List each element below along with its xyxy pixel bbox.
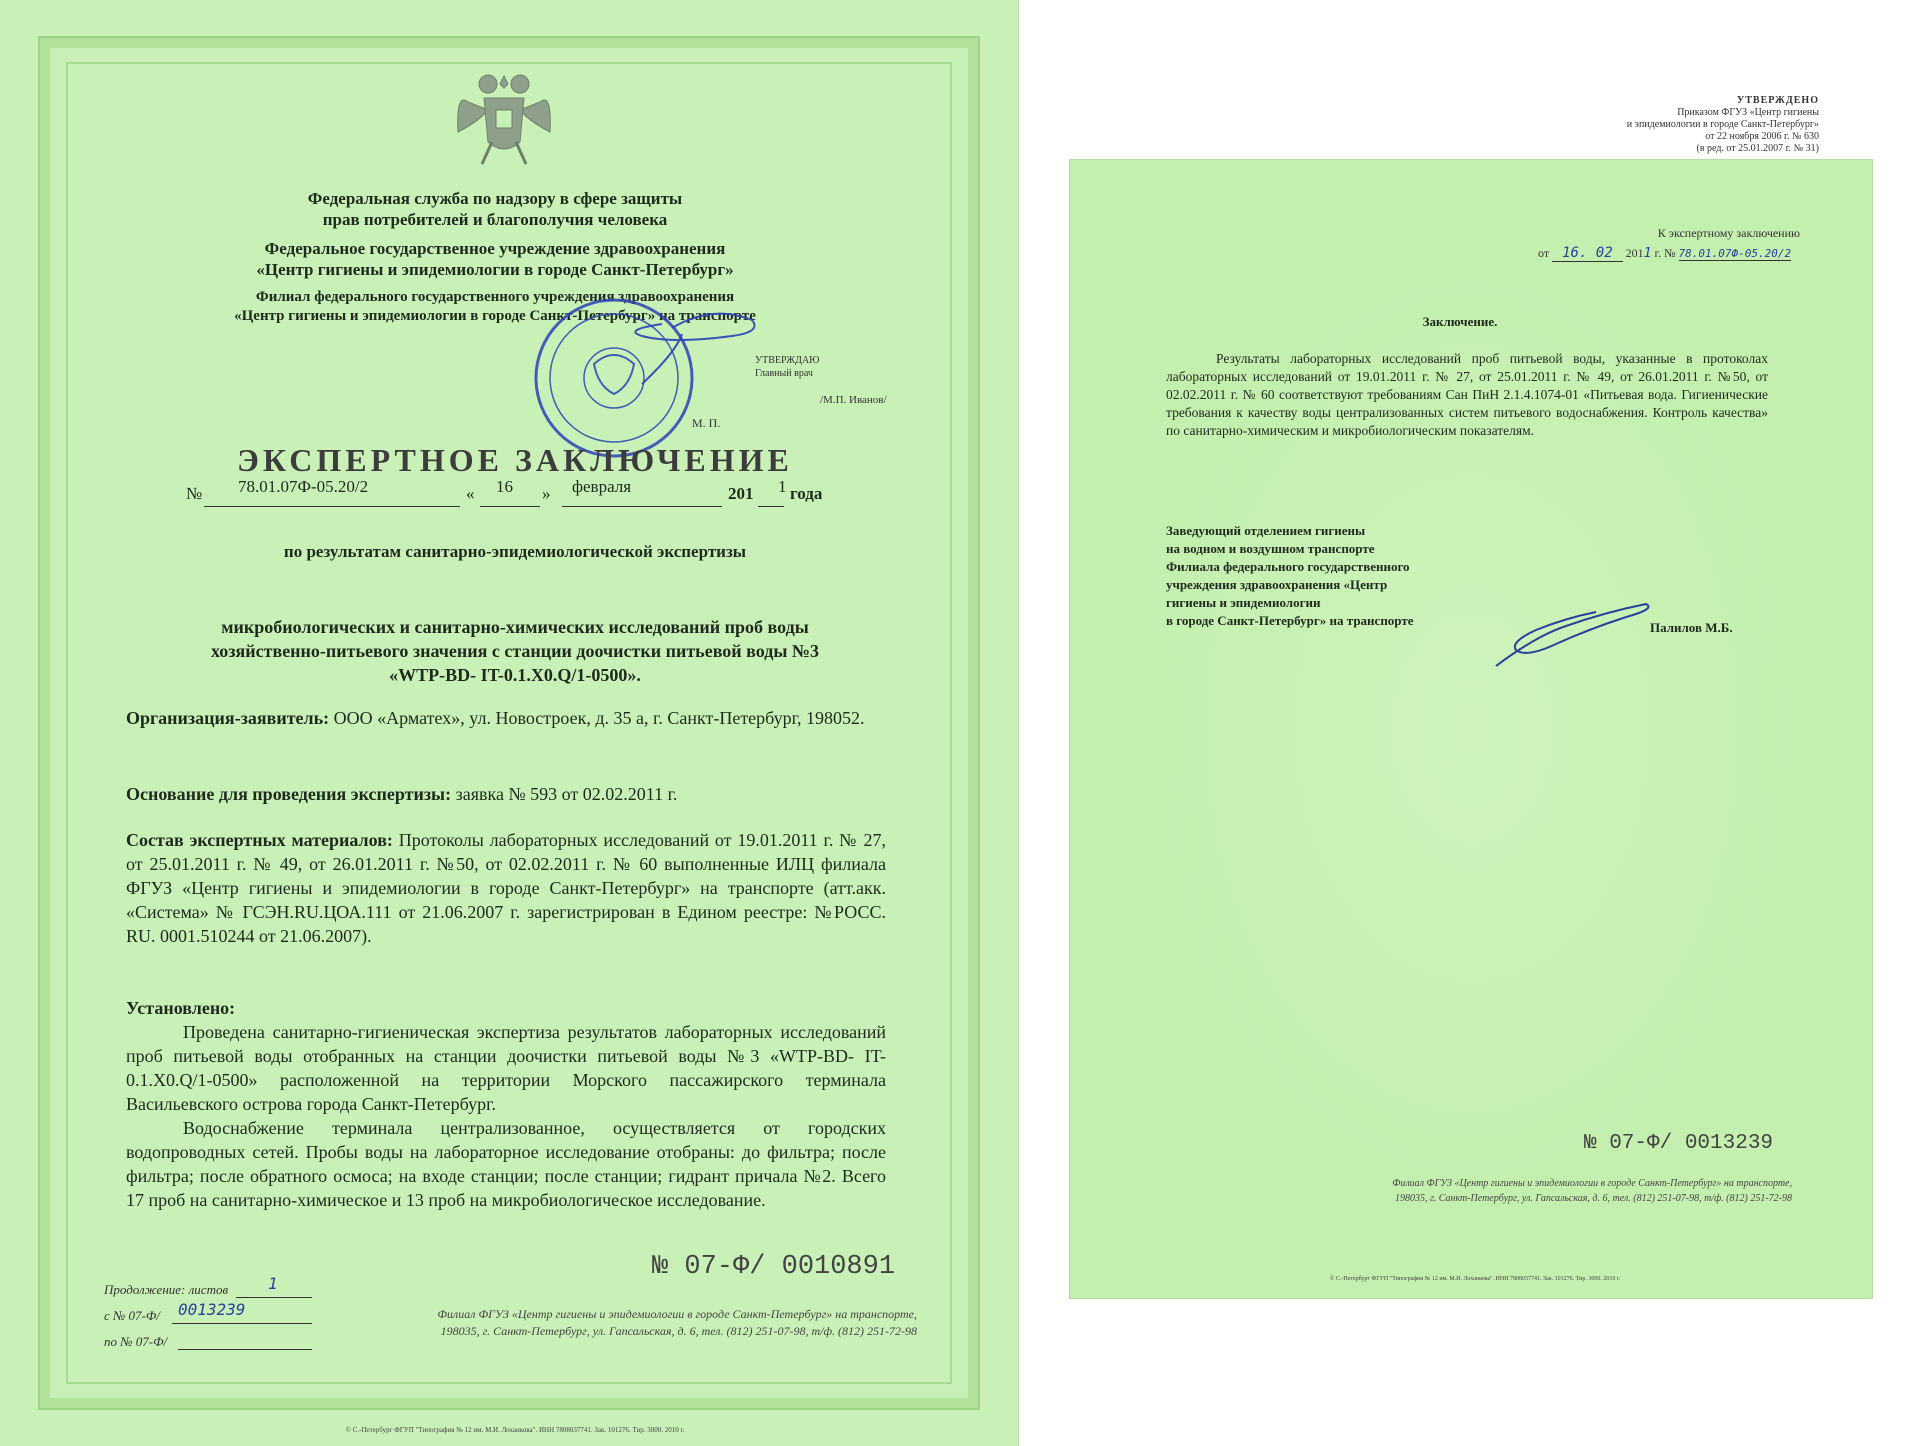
blank-serial-number: № 07-Ф/ 0010891: [652, 1252, 896, 1282]
continuation-sheets-underline: [236, 1297, 312, 1298]
annex-reference-label: К экспертному заключению: [1657, 226, 1800, 240]
head-line-2: на водном и воздушном транспорте: [1166, 541, 1375, 556]
basis-text: заявка № 593 от 02.02.2011 г.: [451, 784, 678, 804]
approval-utv: УТВЕРЖДАЮ: [755, 355, 820, 366]
month-value: февраля: [572, 477, 632, 496]
materials-label: Состав экспертных материалов:: [126, 830, 393, 850]
annex-footer: [1280, 1176, 1792, 1206]
materials-text: Протоколы лабораторных исследований от 19.01.2011 г. № 27, от 25.01.2011 г. № 49, от 26.01.2011 г. №50, от 02.02.2011 г. № 60 выполненные ИЛЦ филиала ФГУЗ «Центр гигиены и эпидемиологии в городе Санкт-Петербург» на транспорте (атт.акк. «Система» № ГСЭН.RU.ЦОА.111 от 21.06.2007 г. зарегистрирован в Едином реестре: №РОСС. RU. 0001.510244 от 21.06.2007).: [126, 830, 886, 946]
year-word: года: [790, 484, 823, 503]
footer-line-2: 198035, г. Санкт-Петербург, ул. Гапсальская, д. 6, тел. (812) 251-07-98, т/ф. (812) 251-72-98: [440, 1324, 917, 1338]
applicant-text: ООО «Арматех», ул. Новостроек, д. 35 а, г. Санкт-Петербург, 198052.: [329, 708, 865, 728]
day-underline: [480, 506, 540, 507]
approval-mp: М. П.: [692, 416, 721, 430]
quote-close: »: [542, 484, 551, 503]
footer-line-1: Филиал ФГУЗ «Центр гигиены и эпидемиологии в городе Санкт-Петербург» на транспорте,: [437, 1307, 917, 1321]
continuation-to-label: по № 07-Ф/: [104, 1334, 168, 1349]
head-line-3: Филиала федерального государственного: [1166, 559, 1410, 574]
branch-line-1: Филиал федерального государственного учреждения здравоохранения: [255, 289, 735, 305]
quote-open: «: [466, 484, 475, 503]
annex-footer-line-1: Филиал ФГУЗ «Центр гигиены и эпидемиологии в городе Санкт-Петербург» на транспорте,: [1392, 1178, 1792, 1189]
document-title: ЭКСПЕРТНОЕ ЗАКЛЮЧЕНИЕ: [237, 442, 793, 478]
annex-year-suffix: 1: [1643, 246, 1652, 261]
established-paragraph-2: Водоснабжение терминала централизованное, осуществляется от городских водопроводных сетей. Пробы воды на лабораторное исследование отобраны: до фильтра; после фильтра; после обратного осмоса; на входе станции; после станции; гидрант причала №2. Всего 17 проб на санитарно-химическое и 13 проб на микробиологическое исследование.: [126, 1118, 886, 1210]
annex-number-value: 78.01.07Ф-05.20/2: [1678, 247, 1792, 260]
applicant-paragraph: [126, 706, 886, 730]
annex-sheet: [1070, 160, 1872, 1298]
annex-heading: Заключение.: [1422, 314, 1498, 329]
annex-conclusion: [1166, 350, 1768, 440]
branch-footer: [362, 1306, 917, 1340]
annex-date-value: 16. 02: [1552, 245, 1623, 262]
approval-note: [1559, 95, 1819, 155]
number-label: №: [186, 484, 203, 503]
institution-heading: [160, 238, 830, 280]
number-underline: [204, 506, 460, 507]
annex-footer-line-2: 198035, г. Санкт-Петербург, ул. Гапсальская, д. 6, тел. (812) 251-07-98, т/ф. (812) 251-72-98: [1394, 1193, 1792, 1204]
printer-imprint: © С.-Петербург ФГУП "Типография № 12 им. М.И. Лоханкова". ИНН 7808037741. Зак. 101276. Тир. 3000. 2010 г.: [345, 1426, 685, 1434]
applicant-label: Организация-заявитель:: [126, 708, 330, 728]
continuation-with-label: с № 07-Ф/: [104, 1308, 160, 1323]
institution-line-1: Федеральное государственное учреждение здравоохранения: [264, 239, 726, 258]
annex-ot-label: от: [1538, 246, 1550, 260]
annex-conclusion-text: Результаты лабораторных исследований проб питьевой воды, указанные в протоколах лабораторных исследований от 19.01.2011 г. № 27, от 25.01.2011 г. № 49, от 26.01.2011 г. №50, от 02.02.2011 г. № 60 соответствуют требованиям Сан ПиН 2.1.4.1074-01 «Питьевая вода. Гигиенические требования к качеству воды централизованных систем питьевого водоснабжения. Контроль качества» по санитарно-химическим и микробиологическим показателям.: [1166, 351, 1768, 438]
department-head-title: [1166, 522, 1414, 630]
approval-name: /М.П. Иванов/: [820, 394, 887, 406]
continuation-with-value: 0013239: [178, 1300, 246, 1319]
annex-year-prefix: 201: [1625, 246, 1644, 260]
subject-line-2: хозяйственно-питьевого значения с станции доочистки питьевой воды №3: [210, 641, 819, 661]
basis-label: Основание для проведения экспертизы:: [126, 784, 452, 804]
official-stamp-seal: [532, 294, 768, 464]
basis-paragraph: [126, 782, 886, 806]
year-suffix: 1: [778, 477, 787, 496]
agency-line-2: прав потребителей и благополучия человека: [322, 210, 668, 229]
approval-line: от 22 ноября 2006 г. № 630: [1705, 131, 1819, 142]
approval-title: УТВЕРЖДЕНО: [1736, 95, 1819, 106]
continuation-sheets-label: Продолжение: листов: [104, 1282, 229, 1297]
year-underline: [758, 506, 784, 507]
head-line-6: в городе Санкт-Петербург» на транспорте: [1166, 613, 1414, 628]
approval-line: (в ред. от 25.01.2007 г. № 31): [1696, 143, 1819, 154]
approval-block: [755, 354, 819, 380]
head-line-1: Заведующий отделением гигиены: [1166, 523, 1366, 538]
annex-number-label: г. №: [1654, 246, 1676, 260]
approval-line: Приказом ФГУЗ «Центр гигиены: [1677, 107, 1819, 118]
expertise-subject: [120, 615, 910, 687]
established-label: Установлено:: [126, 998, 236, 1018]
handwritten-signature: [1490, 596, 1660, 670]
head-line-4: учреждения здравоохранения «Центр: [1166, 577, 1388, 592]
institution-line-2: «Центр гигиены и эпидемиологии в городе Санкт-Петербург»: [256, 260, 734, 279]
branch-line-2: «Центр гигиены и эпидемиологии в городе Санкт-Петербург» на транспорте: [234, 308, 756, 324]
materials-paragraph: [126, 828, 886, 948]
established-paragraph-1: Проведена санитарно-гигиеническая экспертиза результатов лабораторных исследований проб питьевой воды отобранных на станции доочистки питьевой воды №3 «WTP-BD- IT-0.1.X0.Q/1-0500» расположенной на территории Морского пассажирского терминала Васильевского острова города Санкт-Петербург.: [126, 1022, 886, 1114]
head-line-5: гигиены и эпидемиологии: [1166, 595, 1321, 610]
annex-reference-line: [1538, 245, 1791, 261]
day-value: 16: [496, 477, 513, 496]
expertise-subtitle: по результатам санитарно-эпидемиологической экспертизы: [283, 542, 747, 561]
annex-printer-imprint: © С.-Петербург ФГУП "Типография № 12 им. М.И. Лоханкова". ИНН 7808037741. Зак. 101276. Тир. 3000. 2010 г.: [1329, 1276, 1621, 1282]
subject-line-3: «WTP-BD- IT-0.1.X0.Q/1-0500».: [389, 665, 641, 685]
approval-role: Главный врач: [755, 368, 813, 379]
continuation-to-underline: [178, 1349, 312, 1350]
established-section: [126, 996, 886, 1212]
continuation-sheets-value: 1: [268, 1274, 278, 1293]
signer-name: Палилов М.Б.: [1650, 620, 1733, 635]
year-prefix: 201: [728, 484, 754, 503]
agency-line-1: Федеральная служба по надзору в сфере защиты: [307, 189, 683, 208]
number-value: 78.01.07Ф-05.20/2: [238, 477, 369, 496]
coat-of-arms-icon: [448, 62, 560, 174]
subject-line-1: микробиологических и санитарно-химических исследований проб воды: [221, 617, 809, 637]
agency-heading: [200, 188, 790, 230]
annex-serial-number: № 07-Ф/ 0013239: [1584, 1132, 1774, 1155]
continuation-with-underline: [172, 1323, 312, 1324]
approval-line: и эпидемиологии в городе Санкт-Петербург»: [1626, 119, 1819, 130]
month-underline: [562, 506, 722, 507]
